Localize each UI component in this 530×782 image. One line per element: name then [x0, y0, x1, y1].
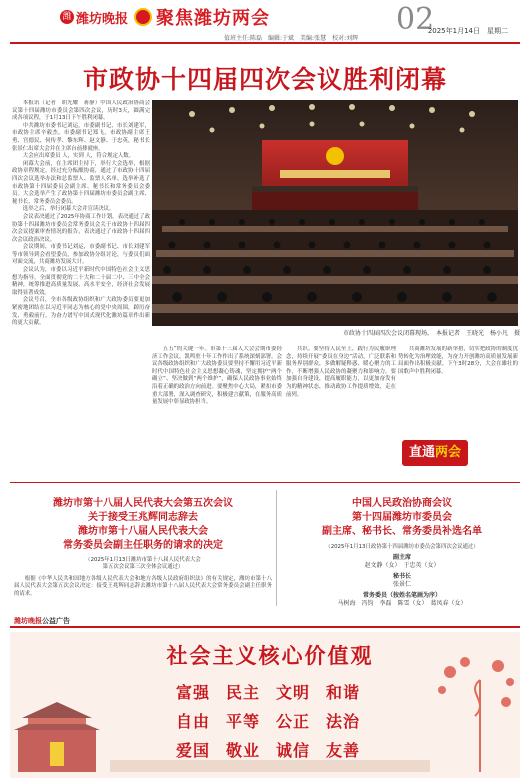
values-row: [118, 738, 418, 761]
article-paragraph: 本报讯（记者 胡光耀 蒋静）中国人民政治协商会议第十四届潍坊市委员会第四次会议，历时3天，圆满完成各项议程，于1月13日下午胜利闭幕。: [12, 100, 150, 122]
ad-title: 社会主义核心价值观: [166, 643, 374, 668]
list-group-vice-chairs: [284, 554, 520, 570]
resolution-title: [14, 497, 272, 553]
resolution-body: 根据《中华人民共和国地方各级人民代表大会和地方各级人民政府组织法》的有关规定，潍坊市第十八届人民代表大会第五次会议决定：接受王兆辉同志辞去潍坊市第十八届人民代表大会常务委员会副主任职务的请求。: [14, 576, 272, 597]
emblem-icon: [134, 8, 152, 26]
core-value: 法治: [326, 712, 361, 731]
core-value: 富强: [175, 683, 210, 702]
editor-credits: 值班主任:陈磊 编辑:于斌 美编:张慧 校对:刘辉: [224, 35, 359, 42]
core-values-grid: [118, 680, 418, 767]
cppcc-title-line: 中国人民政治协商会议: [352, 498, 452, 509]
ad-logo-suffix: 公益广告: [42, 617, 70, 625]
top-divider: [10, 42, 520, 44]
article-paragraph: 会议号召，全市各级政协组织和广大政协委员要更加紧密地团结在以习近平同志为核心的党中央周围，踔厉奋发、勇毅前行，为奋力谱写中国式现代化潍坊篇章作出新的更大贡献。: [12, 297, 150, 327]
article-paragraph: 大会应出席委员 人，实到 人，符合规定人数。: [22, 153, 135, 160]
stamp-suffix: 两会: [435, 445, 462, 460]
article-column-1: [12, 100, 150, 512]
ad-logo: [14, 616, 70, 626]
article-paragraph: 中共潍坊市委书记刘运，市委副书记、市长刘建军，市政协主席辛毅杰，市委副书记郑飞，市政协副主席王勇、宫德民、何传孝、黎东辉、赵文静、于忠英，秘书长张景仁出席大会并在主席台前排就座。: [12, 122, 150, 152]
core-value: 诚信: [276, 741, 311, 760]
photo-caption: 市政协十四届四次会议闭幕现场。 本报记者 王晓光 杨小凡 摄: [342, 330, 520, 337]
cppcc-title-line: 副主席、秘书长、常务委员补选名单: [322, 526, 482, 537]
middle-divider: [10, 482, 520, 483]
cppcc-list-title: [284, 497, 520, 539]
resolution-title-line: 常务委员会副主任职务的请求的决定: [63, 540, 223, 551]
list-group-heading: 副主席: [392, 554, 411, 561]
list-group-names: 马树海 冯钧 李磊 陈雪（女） 葛凤春（女）: [337, 600, 467, 607]
list-group-heading: 常务委员（按姓名笔画为序）: [362, 592, 441, 599]
conference-hall-image: [152, 100, 518, 326]
ad-header-bar: [10, 614, 520, 628]
article-paragraph: 闭幕大会前，在主席团主持下，举行大会选举，根据政协章程规定，经过充分酝酿协商，通过了市政协十四届四次会议选举办法和总监票人、监票人名单。选举补选了市政协第十四届委员会副主席、秘书长和常务委员会委员。大会选举产生了政协第十四届潍坊市委员会副主席、秘书长、常务委员会委员。: [12, 160, 150, 205]
page-number: 02: [396, 2, 435, 37]
article-paragraph: 会议期间，市委书记刘运，市委副书记、市长刘建军等市领导到会看望委员，参加政协分组讨论，与委员们面对面交流，共商潍坊发展大计。: [12, 244, 150, 266]
resolution-title-line: 潍坊市第十八届人民代表大会: [78, 526, 208, 537]
cppcc-title-line: 第十四届潍坊市委员会: [352, 512, 452, 523]
masthead: [0, 0, 530, 46]
article-paragraph: 共商潍坊发展的新举措，切实把政协的制度优势转化为治理效能，为奋力开创潍坊高质量发展新局面作出积极贡献。下午3时28分，大会在雄壮的国歌声中胜利闭幕。: [398, 346, 518, 375]
core-value: 爱国: [175, 741, 210, 760]
ad-logo-brand: 潍坊晚报: [14, 617, 42, 625]
conference-photo: [152, 100, 518, 326]
resolution-title-line: 潍坊市第十八届人民代表大会第五次会议: [53, 498, 233, 509]
list-group-secretary-general: [284, 573, 520, 589]
core-value: 公正: [276, 712, 311, 731]
core-value: 文明: [276, 683, 311, 702]
list-group-names: 张景仁: [392, 581, 411, 588]
cppcc-list-adoption-note: （2025年1月13日政协第十四届潍坊市委员会第四次会议通过）: [325, 544, 479, 550]
main-headline: 市政协十四届四次会议胜利闭幕: [82, 65, 447, 94]
values-row: [118, 680, 418, 703]
core-value: 民主: [225, 683, 260, 702]
resolution-title-line: 关于接受王兆辉同志辞去: [88, 512, 198, 523]
resolution-sub-line: 第五次会议第三次全体会议通过）: [102, 564, 184, 571]
article-column-3: [286, 346, 396, 478]
list-group-standing-members: [284, 592, 520, 608]
resolution-sub-line: （2025年1月13日潍坊市第十八届人民代表大会: [85, 557, 201, 563]
article-paragraph: 五五”的关键一年。市第十三届人大会会期市委经济工作会议，凯鸣驻十年工作作出了系统深刻部署。会议各级政协组织和广大政协委员要坚持不懈用习近平新时代中国特色社会主义思想凝心铸魂，坚定拥护“两个确立”、坚决做到“两个维护”，确保人民政协事业始终沿着正确的政治方向前进。要聚焦中心大局，紧扣市委重大部署，深入调查研究，积极建言献策，在服务高质量发展中彰显政协担当。: [152, 346, 282, 406]
newspaper-logo-icon: 潍: [60, 10, 74, 24]
core-value: 和谐: [326, 683, 361, 702]
stamp-prefix: 直通: [408, 445, 435, 460]
core-value: 敬业: [225, 741, 260, 760]
vertical-divider: [276, 490, 277, 606]
article-paragraph: 会议认为，市委以习近平新时代中国特色社会主义思想为指导，全面贯彻党的二十大和二十届二中、三中全会精神，统筹推进高质量发展、高水平安全，经济社会发展取得显著成效。: [12, 267, 150, 296]
section-title: 聚焦潍坊两会: [156, 8, 271, 29]
core-value: 自由: [175, 712, 210, 731]
article-paragraph: 选举之后，举行闭幕大会并宣读决议。: [22, 206, 115, 213]
article-column-4: [398, 346, 518, 436]
core-value: 友善: [326, 741, 361, 760]
list-group-heading: 秘书长: [392, 573, 411, 580]
public-service-ad: [10, 632, 520, 778]
brand: [60, 7, 270, 27]
core-value: 平等: [225, 712, 260, 731]
list-group-names: 赵文静（女） 于忠英（女）: [364, 562, 440, 569]
values-row: [118, 709, 418, 732]
newspaper-name: 潍坊晚报: [76, 11, 129, 27]
resolution-adoption-note: [14, 557, 272, 572]
article-column-2: [152, 346, 282, 478]
article-paragraph: 会议表决通过了2025年协商工作计划，表决通过了政协第十四届潍坊市委员会常务委员会关于市政协十四届四次会议提案审查情况的报告，表决通过了市政协十四届四次会议政治决议。: [12, 213, 150, 243]
zhitong-lianghui-stamp: [402, 440, 468, 466]
article-paragraph: 共识。要坚持人民至上，践行为民履职理念，持续开展“委员在身边”活动，广泛联系和服务界别群众，多做解疑释惑、暖心聚力的工作，不断增强人民政协的凝聚力和影响力。要加强自身建设，提高履职能力，以更加奋发有为的精神状态，推动政协工作提质增效、走在前列。: [286, 346, 396, 398]
issue-date: 2025年1月14日 星期二: [427, 27, 508, 35]
